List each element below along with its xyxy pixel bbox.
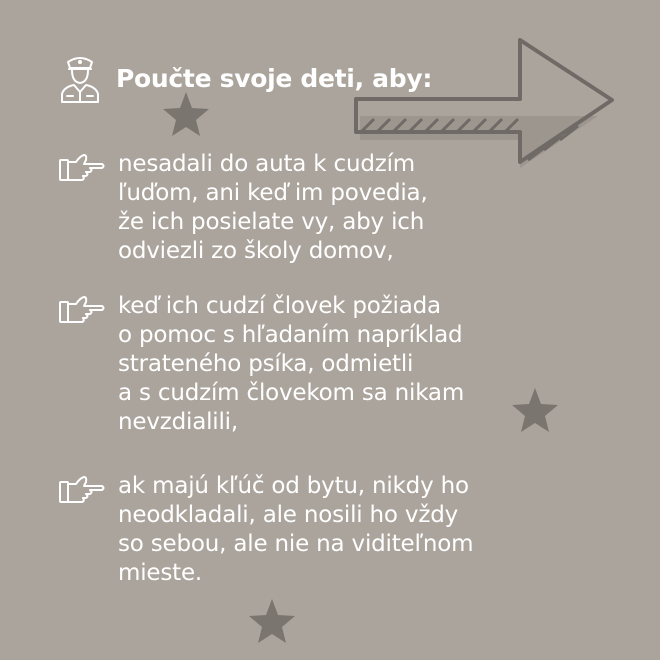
item-text: keď ich cudzí človek požiada o pomoc s hľadaním napríklad strateného psíka, odmietli a s cudzím človekom sa nikam nevzdialili, <box>118 293 465 435</box>
header <box>56 52 616 112</box>
item-text: ak majú kľúč od bytu, nikdy ho neodkladali, ale nosili ho vždy so sebou, ale nie na viditeľnom mieste. <box>118 473 474 586</box>
item-text: nesadali do auta k cudzím ľuďom, ani keď im povedia, že ich posielate vy, aby ich odviezli zo školy domov, <box>118 151 428 264</box>
page-title: Poučte svoje deti, aby: <box>116 64 433 93</box>
star-icon <box>249 599 295 643</box>
police-officer-icon <box>56 52 104 104</box>
star-icon <box>512 388 558 432</box>
pointing-hand-icon <box>58 294 106 328</box>
pointing-hand-icon <box>58 474 106 508</box>
pointing-hand-icon <box>58 152 106 186</box>
